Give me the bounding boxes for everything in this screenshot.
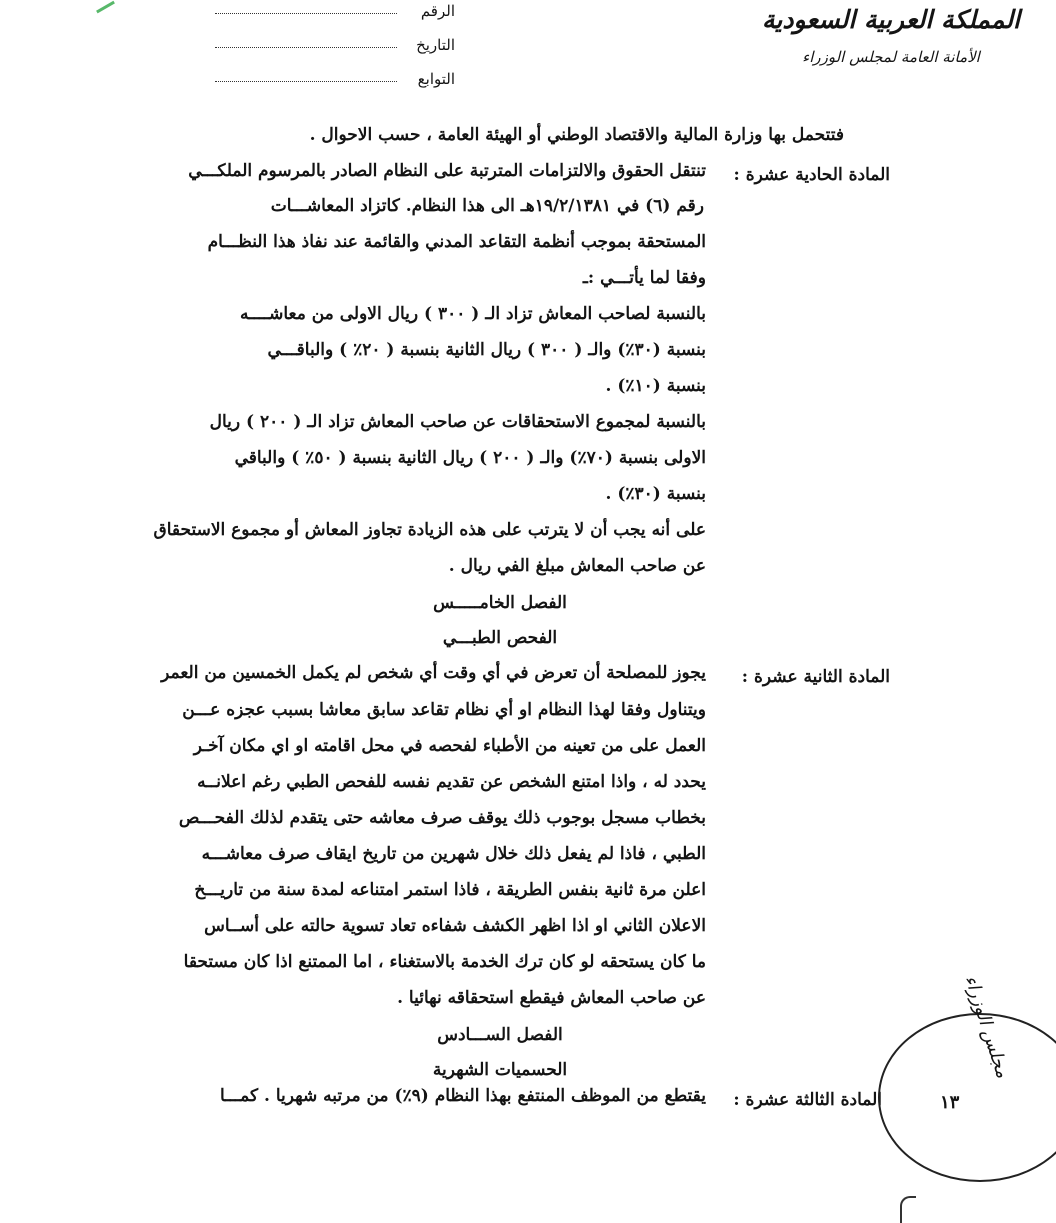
body-line: بنسبة (١٠٪) . (605, 376, 706, 396)
body-line: بالنسبة لصاحب المعاش تزاد الـ ( ٣٠٠ ) ريال الاولى من معاشــــه (240, 304, 706, 324)
body-line: المستحقة بموجب أنظمة التقاعد المدني والقائمة عند نفاذ هذا النظـــام (207, 232, 706, 252)
body-line: الاولى بنسبة (٧٠٪) والـ ( ٢٠٠ ) ريال الثانية بنسبة ( ٥٠٪ ) والباقي (234, 448, 706, 468)
stamp-text: مجلس الوزراء (960, 972, 1014, 1081)
body-line: على أنه يجب أن لا يترتب على هذه الزيادة تجاوز المعاش أو مجموع الاستحقاق (153, 520, 706, 540)
body-line: بنسبة (٣٠٪) والـ ( ٣٠٠ ) ريال الثانية بنسبة ( ٢٠٪ ) والباقـــي (267, 340, 706, 360)
ref-number-line (215, 12, 397, 14)
reference-fields (215, 0, 455, 88)
green-corner-mark (93, 0, 115, 13)
body-line: يقتطع من الموظف المنتفع بهذا النظام (٩٪) من مرتبه شهريا . كمـــا (220, 1086, 706, 1106)
ref-attachments-label: التوابع (417, 70, 455, 88)
body-line: العمل على من تعينه من الأطباء لفحصه في محل اقامته او اي مكان آخـر (193, 736, 706, 756)
ref-attachments-row (215, 54, 455, 88)
body-line: اعلن مرة ثانية بنفس الطريقة ، فاذا استمر امتناعه لمدة سنة من تاريـــخ (194, 880, 706, 900)
ref-date-row (215, 20, 455, 54)
official-stamp (878, 1013, 1056, 1182)
body-line: بخطاب مسجل بوجوب ذلك يوقف صرف معاشه حتى يتقدم لذلك الفحـــص (178, 808, 706, 828)
ref-date-line (215, 46, 397, 48)
ref-number-label: الرقم (420, 2, 455, 20)
body-line: الاعلان الثاني او اذا اظهر الكشف شفاءه تعاد تسوية حالته على أســاس (204, 916, 706, 936)
body-line: تنتقل الحقوق والالتزامات المترتبة على النظام الصادر بالمرسوم الملكـــي (188, 161, 706, 181)
letterhead (756, 2, 1026, 66)
medical-exam-heading: الفحص الطبـــي (442, 628, 558, 648)
article-twelve-label: المادة الثانية عشرة : (741, 667, 890, 687)
body-line: ويتناول وفقا لهذا النظام او أي نظام تقاعد سابق معاشا بسبب عجزه عـــن (182, 700, 706, 720)
article-thirteen-label: المادة الثالثة عشرة : (733, 1090, 882, 1110)
stamp-number: ١٣ (940, 1092, 960, 1113)
body-line: ما كان يستحقه لو كان ترك الخدمة بالاستغناء ، اما الممتنع اذا كان مستحقا (183, 952, 706, 972)
letterhead-kingdom: المملكة العربية السعودية (761, 5, 1021, 34)
article-eleven-label: المادة الحادية عشرة : (733, 165, 890, 185)
ref-number-row (215, 0, 455, 20)
body-line: عن صاحب المعاش مبلغ الفي ريال . (448, 556, 706, 576)
chapter-five-heading: الفصل الخامـــــس (433, 593, 567, 613)
body-line: بالنسبة لمجموع الاستحقاقات عن صاحب المعاش تزاد الـ ( ٢٠٠ ) ريال (209, 412, 706, 432)
body-line: فتتحمل بها وزارة المالية والاقتصاد الوطني أو الهيئة العامة ، حسب الاحوال . (309, 125, 844, 145)
body-line: يحدد له ، واذا امتنع الشخص عن تقديم نفسه للفحص الطبي رغم اعلانــه (197, 772, 706, 792)
letterhead-secretariat: الأمانة العامة لمجلس الوزراء (802, 48, 980, 66)
ref-date-label: التاريخ (416, 36, 455, 54)
body-line: وفقا لما يأتـــي :ـ (582, 268, 706, 288)
bottom-edge-mark (900, 1196, 916, 1223)
monthly-deductions-heading: الحسميات الشهرية (432, 1060, 568, 1080)
ref-attachments-line (215, 80, 397, 82)
body-line: يجوز للمصلحة أن تعرض في أي وقت أي شخص لم يكمل الخمسين من العمر (161, 663, 706, 683)
body-line: بنسبة (٣٠٪) . (605, 484, 706, 504)
body-line: رقم (٦) في ١٩/٢/١٣٨١هـ الى هذا النظام. كاتزاد المعاشـــات (270, 196, 704, 216)
chapter-six-heading: الفصل الســـادس (437, 1025, 563, 1045)
body-line: الطبي ، فاذا لم يفعل ذلك خلال شهرين من تاريخ ايقاف صرف معاشـــه (201, 844, 706, 864)
body-line: عن صاحب المعاش فيقطع استحقاقه نهائيا . (397, 988, 706, 1008)
